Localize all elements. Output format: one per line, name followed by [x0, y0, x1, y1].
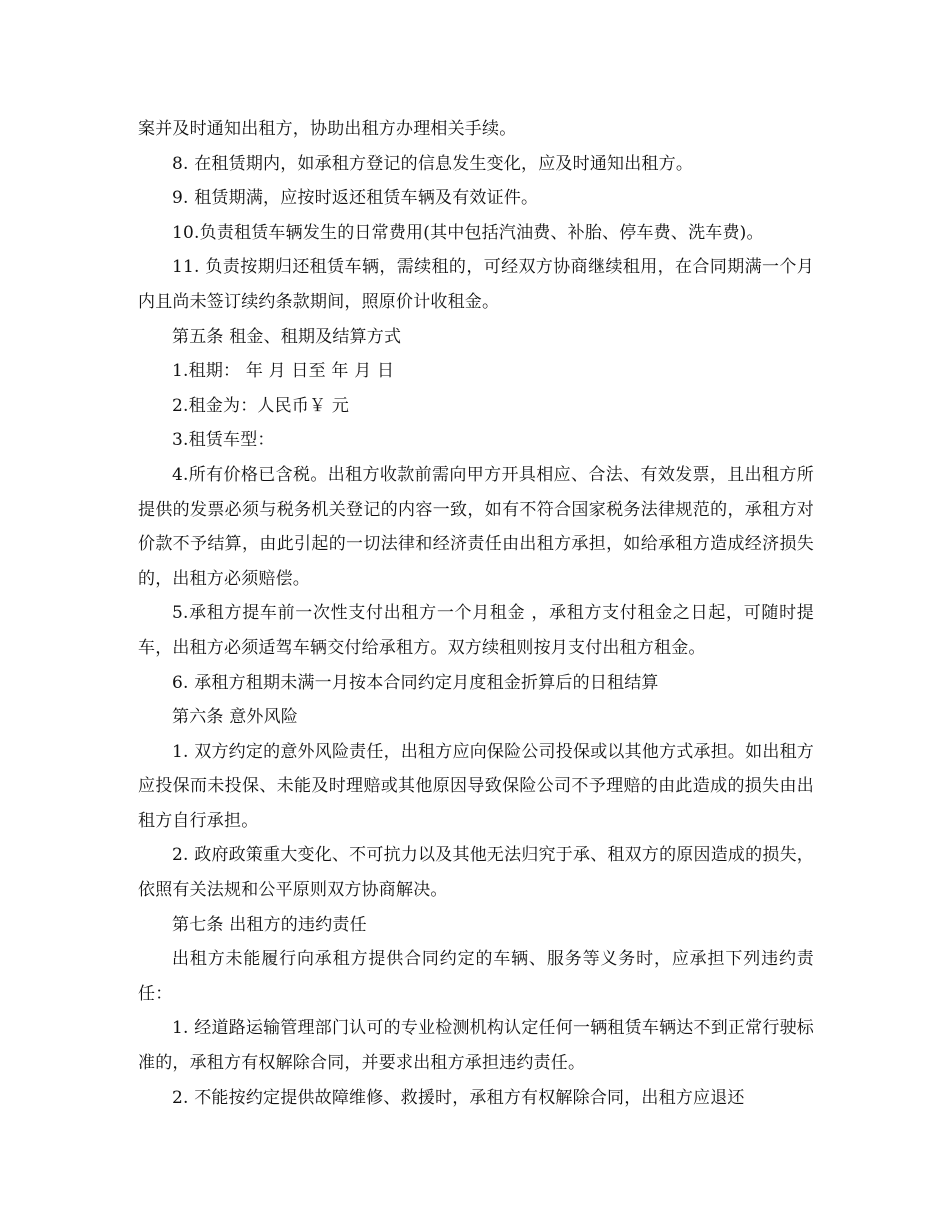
contract-paragraph: 8. 在租赁期内，如承租方登记的信息发生变化，应及时通知出租方。 [172, 153, 694, 174]
contract-paragraph: 第七条 出租方的违约责任 [172, 914, 367, 935]
contract-paragraph: 1.租期： 年 月 日至 年 月 日 [172, 361, 395, 382]
contract-paragraph: 11. 负责按期归还租赁车辆，需续租的，可经双方协商继续租用，在合同期满一个月内且尚未签订续约条款期间，照原价计收租金。 [138, 257, 814, 312]
contract-paragraph: 4.所有价格已含税。出租方收款前需向甲方开具相应、合法、有效发票，且出租方所提供的发票必须与税务机关登记的内容一致，如有不符合国家税务法律规范的，承租方对价款不予结算，由此引起的一切法律和经济责任由出租方承担，如给承租方造成经济损失的，出租方必须赔偿。 [138, 464, 814, 589]
contract-paragraph: 6. 承租方租期未满一月按本合同约定月度租金折算后的日租结算 [172, 672, 659, 693]
contract-paragraph: 案并及时通知出租方，协助出租方办理相关手续。 [138, 119, 517, 139]
contract-paragraph: 2.租金为：人民币￥ 元 [172, 395, 350, 416]
contract-paragraph: 2. 政府政策重大变化、不可抗力以及其他无法归究于承、租双方的原因造成的损失，依照有关法规和公平原则双方协商解决。 [138, 845, 814, 901]
contract-paragraph: 第六条 意外风险 [172, 707, 299, 728]
contract-paragraph: 10.负责租赁车辆发生的日常费用(其中包括汽油费、补胎、停车费、洗车费)。 [172, 222, 764, 243]
contract-body [138, 112, 814, 1115]
contract-paragraph: 2. 不能按约定提供故障维修、救援时，承租方有权解除合同，出租方应退还 [172, 1087, 745, 1108]
contract-paragraph: 1. 经道路运输管理部门认可的专业检测机构认定任何一辆租赁车辆达不到正常行驶标准的，承租方有权解除合同，并要求出租方承担违约责任。 [138, 1018, 814, 1074]
contract-paragraph: 9. 租赁期满，应按时返还租赁车辆及有效证件。 [172, 188, 539, 209]
contract-paragraph: 第五条 租金、租期及结算方式 [172, 326, 402, 347]
contract-paragraph: 出租方未能履行向承租方提供合同约定的车辆、服务等义务时，应承担下列违约责任： [138, 949, 814, 1004]
contract-paragraph: 3.租赁车型： [172, 430, 275, 451]
contract-paragraph: 1. 双方约定的意外风险责任，出租方应向保险公司投保或以其他方式承担。如出租方应投保而未投保、未能及时理赔或其他原因导致保险公司不予理赔的由此造成的损失由出租方自行承担。 [138, 741, 814, 831]
contract-paragraph: 5.承租方提车前一次性支付出租方一个月租金 ，承租方支付租金之日起，可随时提车，出租方必须适驾车辆交付给承租方。双方续租则按月支付出租方租金。 [138, 603, 814, 658]
